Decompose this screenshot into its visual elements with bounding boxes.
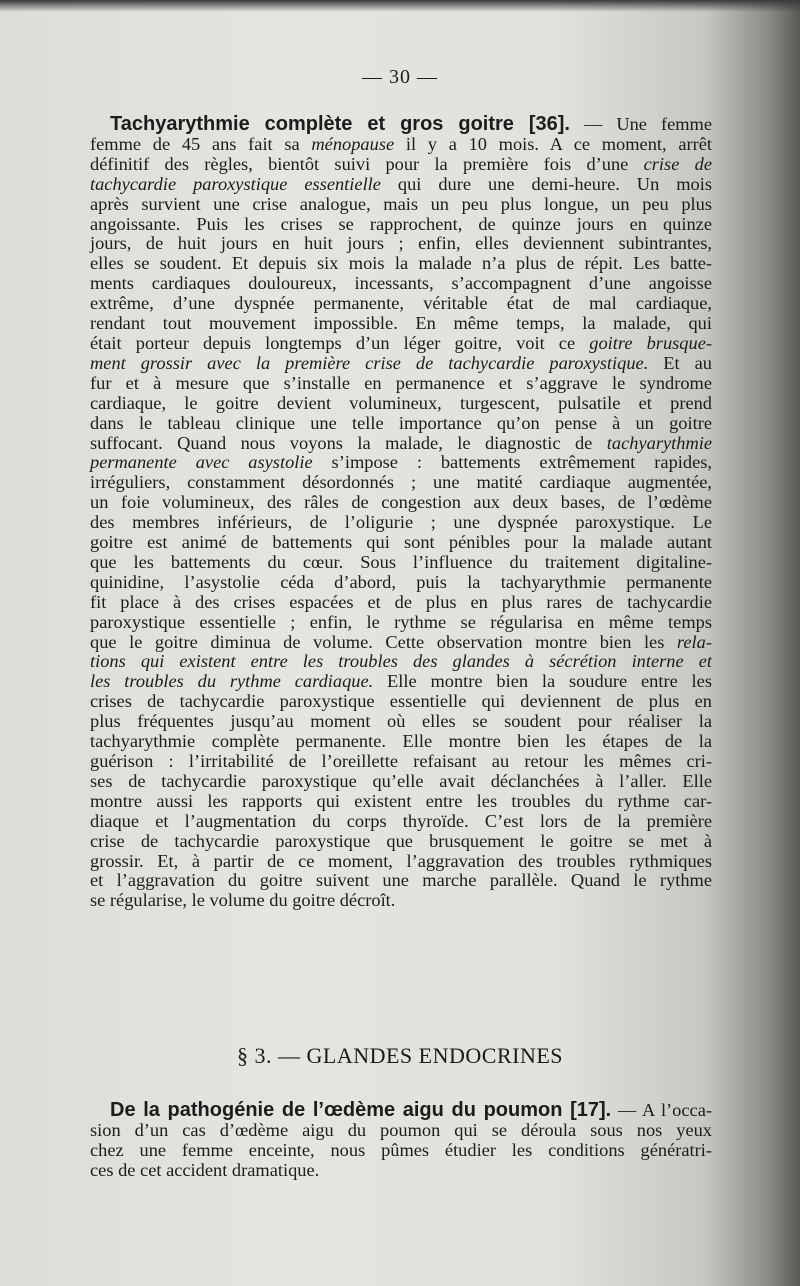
text-run: dans le tableau clinique une telle importance qu’on pense à un goitre bbox=[90, 412, 712, 433]
heading-continuation: — A l’occa- bbox=[611, 1100, 712, 1120]
text-run: qui dure une demi-heure. Un mois bbox=[380, 173, 712, 194]
text-line bbox=[90, 493, 712, 513]
text-run: se régularise, le volume du goitre décroît. bbox=[90, 890, 396, 911]
text-run: grossir. Et, à partir de ce moment, l’aggravation des troubles rythmiques bbox=[90, 850, 712, 871]
text-line bbox=[90, 732, 712, 752]
paragraph-heading: De la pathogénie de l’œdème aigu du poumon [17]. bbox=[110, 1099, 612, 1121]
text-run: femme de 45 ans fait sa bbox=[90, 133, 312, 154]
text-line bbox=[90, 473, 712, 493]
paragraph-heading: Tachyarythmie complète et gros goitre [36]. bbox=[110, 113, 570, 135]
text-run: chez une femme enceinte, nous pûmes étudier les conditions génératri- bbox=[90, 1139, 712, 1160]
text-line bbox=[90, 1141, 712, 1161]
text-run: suffocant. Quand nous voyons la malade, le diagnostic de bbox=[90, 432, 607, 453]
text-line bbox=[90, 175, 712, 195]
text-run: après survient une crise analogue, mais un peu plus longue, un peu plus bbox=[90, 193, 712, 214]
text-line bbox=[90, 832, 712, 852]
italic-text: les troubles du rythme cardiaque. bbox=[90, 671, 374, 692]
italic-text: ment grossir avec la première crise de tachycardie paroxystique. bbox=[90, 352, 649, 373]
text-line bbox=[90, 155, 712, 175]
italic-text: ménopause bbox=[311, 133, 395, 154]
text-line bbox=[90, 812, 712, 832]
text-run: elles se soudent. Et depuis six mois la malade n’a plus de répit. Les batte- bbox=[90, 253, 712, 274]
text-run: un foie volumineux, des râles de congestion aux deux bases, de l’œdème bbox=[90, 492, 712, 513]
text-line bbox=[90, 871, 712, 891]
text-line bbox=[90, 752, 712, 772]
italic-text: goitre brusque- bbox=[589, 332, 712, 353]
text-line bbox=[90, 772, 712, 792]
text-run: ses de tachycardie paroxystique qu’elle avait déclanchées à l’aller. Elle bbox=[90, 770, 712, 791]
paragraph-body bbox=[90, 1121, 712, 1181]
text-line bbox=[90, 513, 712, 533]
text-line bbox=[90, 712, 712, 732]
text-run: fur et à mesure que s’installe en permanence et s’aggrave le syndrome bbox=[90, 372, 712, 393]
text-line bbox=[90, 215, 712, 235]
text-run: cardiaque, le goitre devient volumineux, turgescent, pulsatile et prend bbox=[90, 392, 712, 413]
text-line bbox=[90, 652, 712, 672]
text-line bbox=[90, 633, 712, 653]
text-line bbox=[90, 374, 712, 394]
italic-text: tachyarythmie bbox=[606, 432, 712, 453]
text-run: crises de tachycardie paroxystique essentielle qui deviennent de plus en bbox=[90, 691, 712, 712]
italic-text: tions qui existent entre les troubles des glandes à sécrétion interne et bbox=[90, 651, 712, 672]
text-line bbox=[90, 414, 712, 434]
text-run: guérison : l’irritabilité de l’oreillette refaisant au retour les mêmes cri- bbox=[90, 751, 712, 771]
text-line bbox=[90, 672, 712, 692]
paragraph-heading-line bbox=[90, 1101, 712, 1121]
top-edge-shadow bbox=[0, 0, 800, 12]
text-run: goitre est animé de battements qui sont pénibles pour la malade autant bbox=[90, 532, 712, 553]
italic-text: permanente avec asystolie bbox=[90, 452, 313, 473]
text-run: plus fréquentes jusqu’au moment où elles se soudent pour réaliser la bbox=[90, 711, 712, 732]
text-run: fit place à des crises espacées et de plus en plus rares de tachycardie bbox=[90, 591, 712, 612]
text-line bbox=[90, 1161, 712, 1181]
text-run: définitif des règles, bientôt suivi pour la première fois d’une bbox=[90, 153, 644, 174]
paragraph-body bbox=[90, 135, 712, 911]
text-run: rendant tout mouvement impossible. En même temps, la malade, qui bbox=[90, 313, 712, 334]
text-line bbox=[90, 394, 712, 414]
page-number: — 30 — bbox=[362, 66, 438, 88]
heading-continuation: — Une femme bbox=[569, 114, 713, 134]
italic-text: tachycardie paroxystique essentielle bbox=[90, 173, 381, 194]
text-line bbox=[90, 294, 712, 314]
text-line bbox=[90, 354, 712, 374]
text-line bbox=[90, 1121, 712, 1141]
text-line bbox=[90, 613, 712, 633]
text-line bbox=[90, 692, 712, 712]
text-line bbox=[90, 453, 712, 473]
text-line bbox=[90, 195, 712, 215]
text-run: diaque et l’augmentation du corps thyroïde. C’est lors de la première bbox=[90, 810, 712, 831]
text-run: crise de tachycardie paroxystique que brusquement le goitre se met à bbox=[90, 830, 712, 851]
text-run: irréguliers, constamment désordonnés ; une matité cardiaque augmentée, bbox=[90, 472, 712, 493]
text-run: était porteur depuis longtemps d’un léger goitre, voit ce bbox=[90, 332, 590, 353]
text-line bbox=[90, 553, 712, 573]
text-run: il y a 10 mois. A ce moment, arrêt bbox=[394, 133, 712, 154]
text-run: jours, de huit jours en huit jours ; enfin, elles deviennent subintrantes, bbox=[90, 233, 712, 254]
text-run: tachyarythmie complète permanente. Elle montre bien les étapes de la bbox=[90, 731, 712, 752]
text-run: Elle montre bien la soudure entre les bbox=[373, 671, 712, 692]
text-line bbox=[90, 254, 712, 274]
italic-text: crise de bbox=[643, 153, 712, 174]
text-line bbox=[90, 334, 712, 354]
text-line bbox=[90, 573, 712, 593]
text-run: que les battements du cœur. Sous l’influence du traitement digitaline- bbox=[90, 551, 712, 572]
text-run: paroxystique essentielle ; enfin, le rythme se régularisa en même temps bbox=[90, 611, 712, 632]
text-line bbox=[90, 792, 712, 812]
text-run: et l’aggravation du goitre suivent une marche parallèle. Quand le rythme bbox=[90, 870, 712, 891]
text-run: extrême, d’une dyspnée permanente, véritable état de mal cardiaque, bbox=[90, 293, 712, 314]
text-line bbox=[90, 434, 712, 454]
text-line bbox=[90, 314, 712, 334]
text-line bbox=[90, 891, 712, 911]
text-line bbox=[90, 234, 712, 254]
text-run: quinidine, l’asystolie céda d’abord, puis la tachyarythmie permanente bbox=[90, 571, 712, 592]
text-line bbox=[90, 593, 712, 613]
oedeme-paragraph bbox=[90, 1101, 712, 1181]
text-run: sion d’un cas d’œdème aigu du poumon qui se déroula sous nos yeux bbox=[90, 1119, 712, 1140]
text-run: que le goitre diminua de volume. Cette observation montre bien les bbox=[90, 631, 677, 652]
text-line bbox=[90, 533, 712, 553]
text-run: s’impose : battements extrêmement rapides, bbox=[312, 452, 713, 473]
text-run: ces de cet accident dramatique. bbox=[90, 1159, 320, 1180]
section-title: § 3. — GLANDES ENDOCRINES bbox=[237, 1043, 563, 1068]
text-run: ments cardiaques douloureux, incessants, s’accompagnent d’une angoisse bbox=[90, 273, 712, 294]
text-line bbox=[90, 852, 712, 872]
text-line bbox=[90, 274, 712, 294]
text-run: Et au bbox=[648, 352, 712, 373]
italic-text: rela- bbox=[676, 631, 712, 652]
text-line bbox=[90, 135, 712, 155]
tachyarythmie-paragraph bbox=[90, 115, 712, 911]
text-run: des membres inférieurs, de l’oligurie ; une dyspnée paroxystique. Le bbox=[90, 512, 712, 533]
paragraph-heading-line bbox=[90, 115, 712, 135]
text-run: montre aussi les rapports qui existent entre les troubles du rythme car- bbox=[90, 790, 712, 811]
text-run: angoissante. Puis les crises se rapprochent, de quinze jours en quinze bbox=[90, 213, 712, 234]
